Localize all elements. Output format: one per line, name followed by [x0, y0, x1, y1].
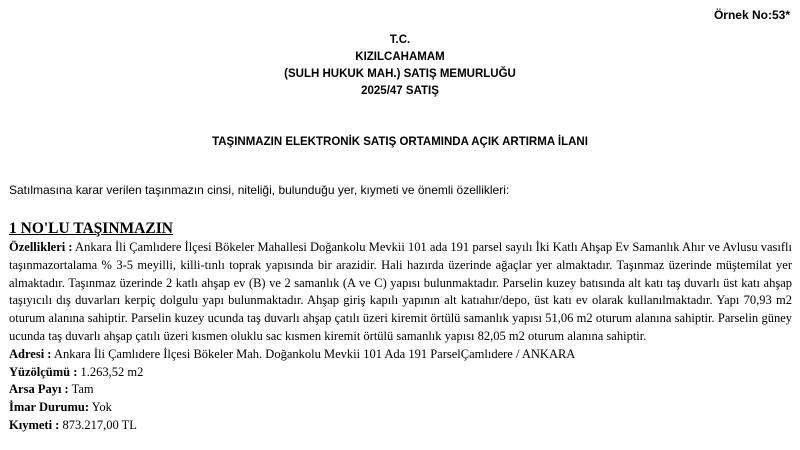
sample-number: Örnek No:53*: [713, 8, 790, 22]
property-area: [9, 364, 792, 382]
address-value: Ankara İli Çamlıdere İlçesi Bökeler Mah. Doğankolu Mevkii 101 Ada 191 ParselÇamlıdere / ANKARA: [51, 346, 576, 361]
area-value: 1.263,52 m2: [77, 364, 144, 379]
header-line-case-no: 2025/47 SATIŞ: [361, 85, 439, 97]
header-line-city: KIZILCAHAMAM: [355, 51, 445, 63]
zoning-value: Yok: [88, 400, 112, 415]
announcement-title: TAŞINMAZIN ELEKTRONİK SATIŞ ORTAMINDA AÇIK ARTIRMA İLANI: [212, 136, 588, 148]
header-line-office: (SULH HUKUK MAH.) SATIŞ MEMURLUĞU: [284, 68, 516, 80]
property-zoning: [9, 399, 792, 417]
intro-text: Satılmasına karar verilen taşınmazın cinsi, niteliği, bulunduğu yer, kıymeti ve önemli özellikleri:: [9, 183, 510, 197]
property-value: [9, 417, 792, 435]
zoning-label: İmar Durumu:: [9, 400, 89, 415]
value-amount: 873.217,00 TL: [59, 417, 137, 432]
property-section: [9, 219, 792, 435]
property-land-share: [9, 381, 792, 399]
features-value: Ankara İli Çamlıdere İlçesi Bökeler Mahallesi Doğankolu Mevkii 101 ada 191 parsel sayılı İki Katlı Ahşap Ev Samanlık Ahır ve Avlusu vasıflı taşınmazortalama % 3-5 meyilli, killi-tınlı toprak yapısında bir arazidir. Hali hazırda üzerinde ağaçlar yer almaktadır. Taşınmaz üzerinde müştemilat yer almaktadır. Taşınmaz üzerinde 2 katlı ahşap ev (B) ve 2 samanlık (A ve C) yapısı bulunmaktadır. Parselin kuzey batısında alt katı taş duvarlı üst katı ahşap taşıyıcılı dış duvarları kerpiç dolgulu yapı bulunmaktadır. Ahşap giriş kapılı yapının alt katıahır/depo, üst katı ev olarak kullanılmaktadır. Yapı 70,93 m2 oturum alanına sahiptir. Parselin kuzey ucunda taş duvarlı ahşap çatılı üzeri kiremit örtülü samanlık yapısı 51,06 m2 oturum alanına sahiptir. Parselin güney ucunda taş duvarlı ahşap çatılı üzeri kısmen oluklu sac kısmen kiremit örtülü samanlık yapısı 82,05 m2 oturum alanına sahiptir.: [9, 240, 792, 343]
property-title: 1 NO'LU TAŞINMAZIN: [9, 220, 173, 237]
share-value: Tam: [68, 382, 94, 397]
property-features: [9, 239, 792, 346]
value-label: Kıymeti :: [9, 417, 60, 432]
header-line-tc: T.C.: [389, 34, 411, 46]
document-header: [0, 32, 800, 100]
property-address: [9, 346, 792, 364]
share-label: Arsa Payı :: [9, 382, 69, 397]
area-label: Yüzölçümü :: [9, 364, 78, 379]
features-label: Özellikleri :: [9, 240, 73, 254]
address-label: Adresi :: [9, 346, 52, 361]
